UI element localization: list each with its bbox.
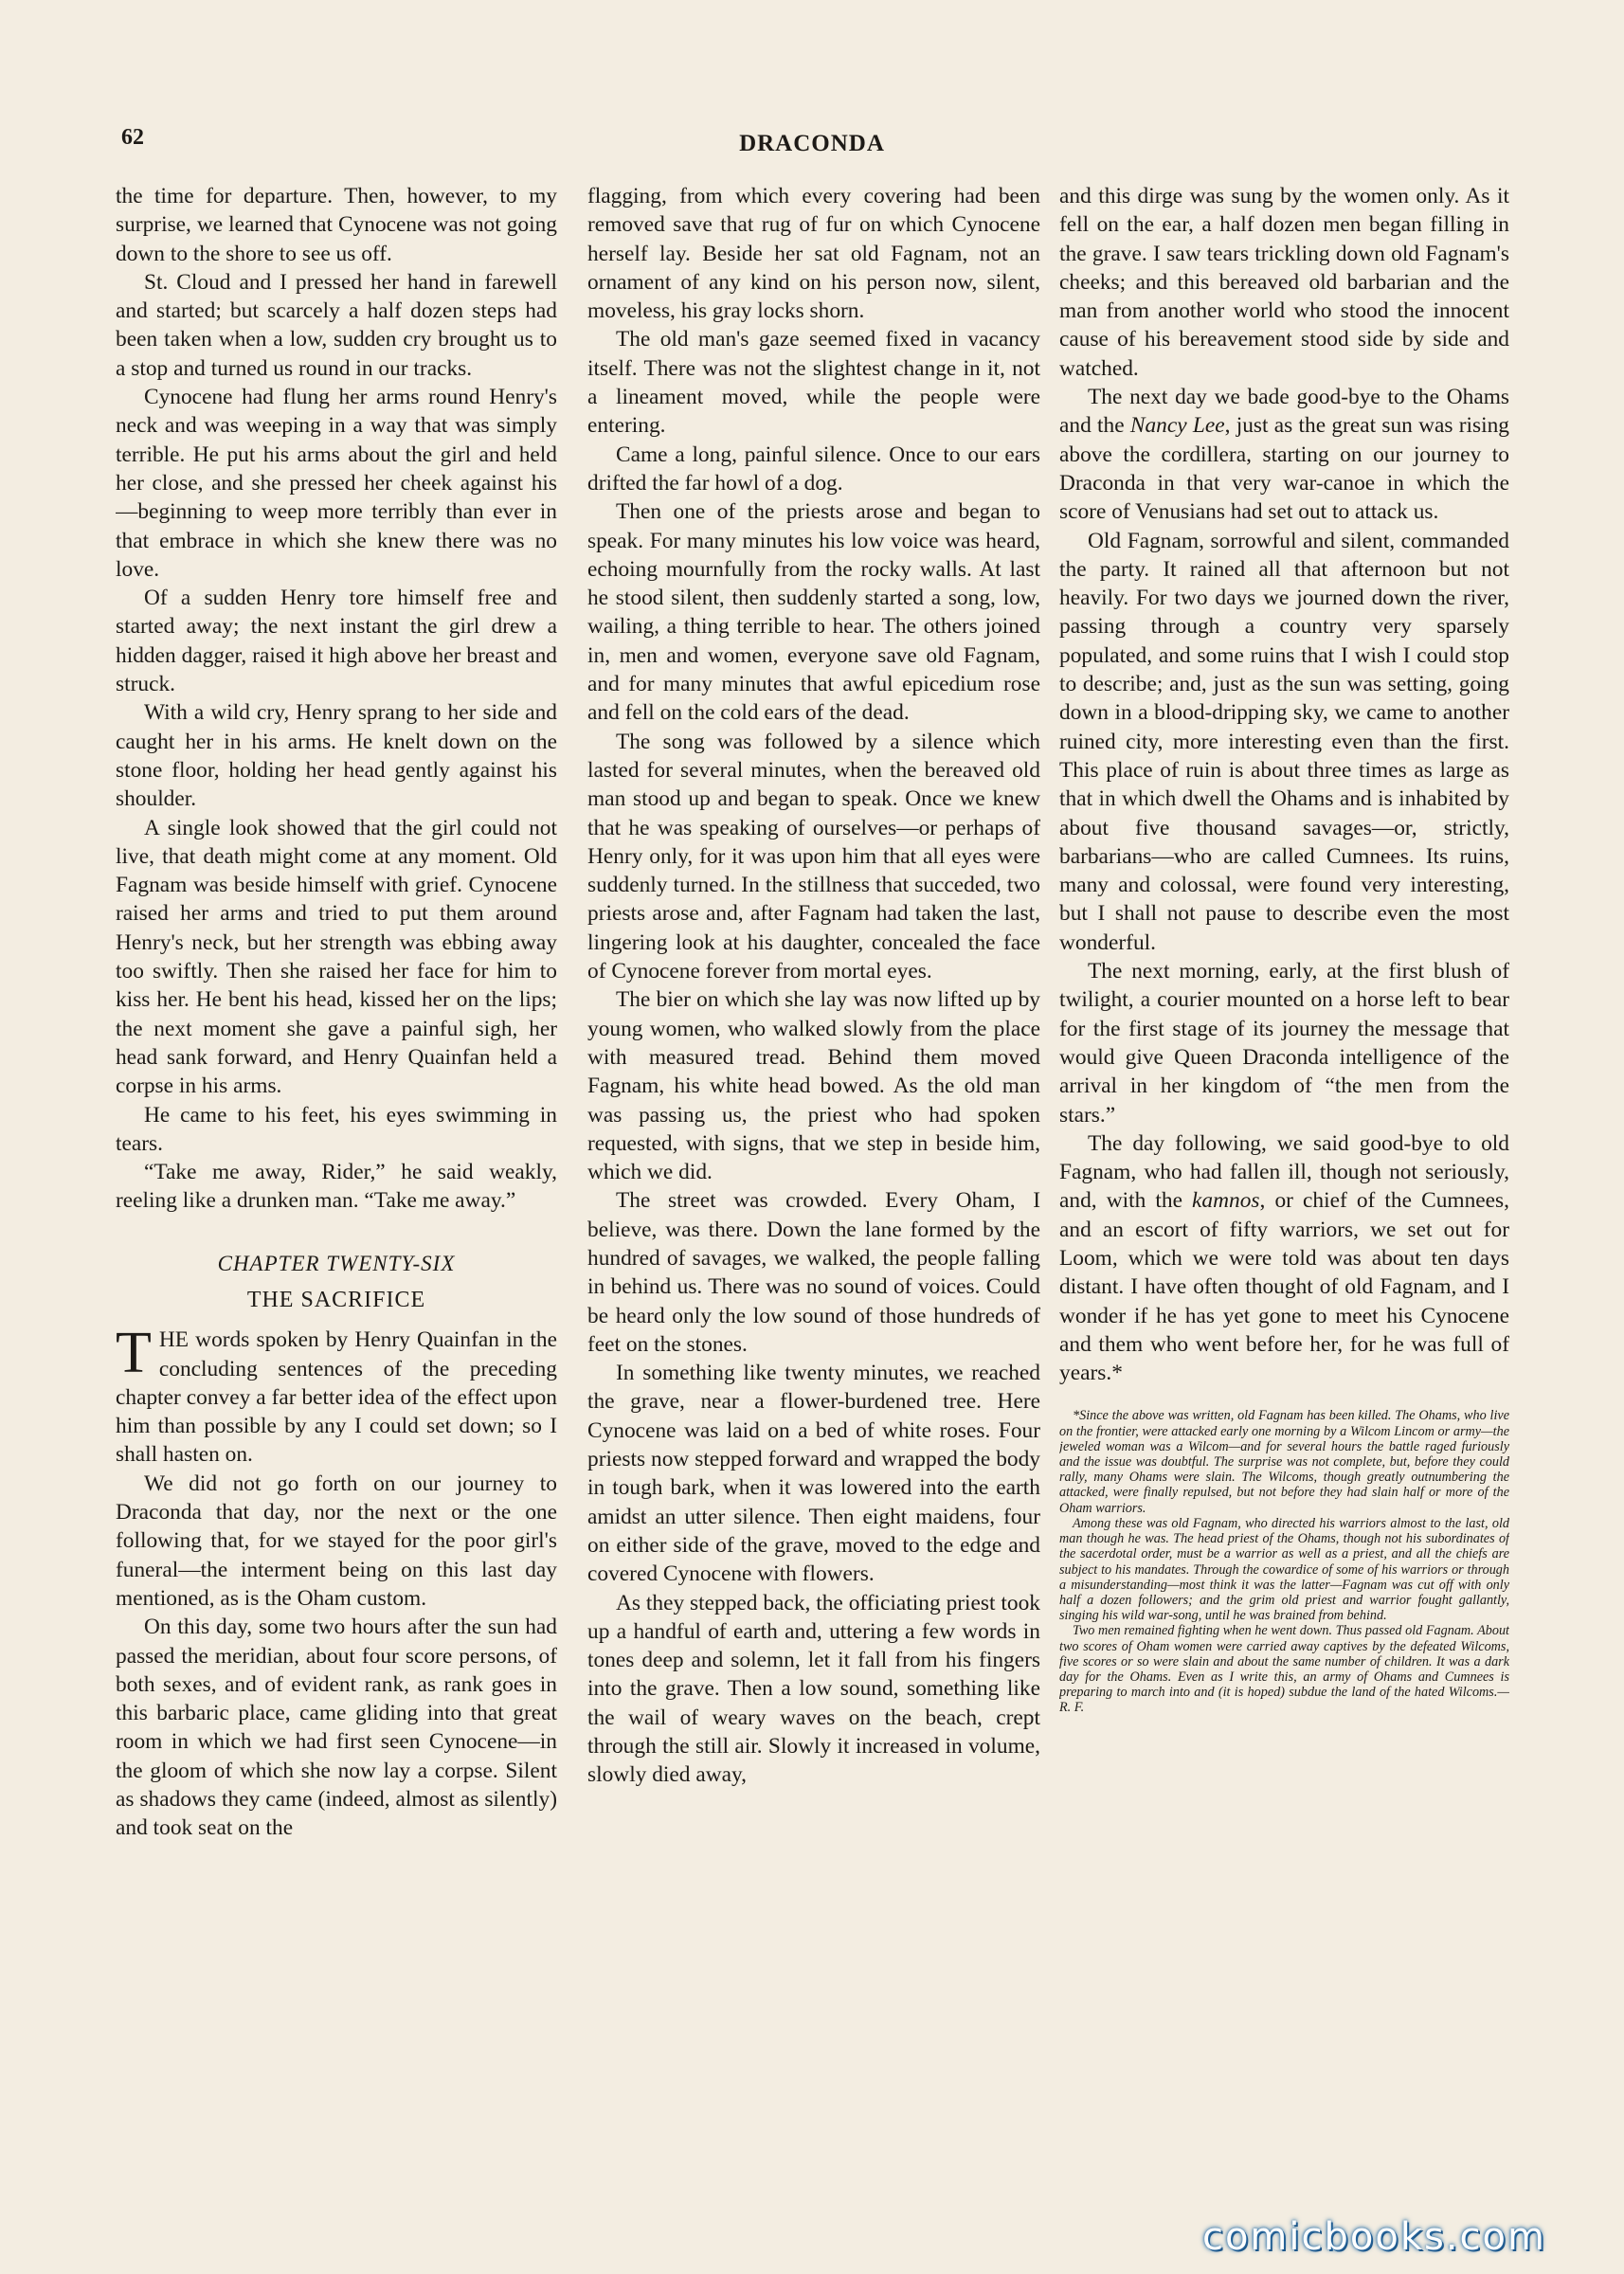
paragraph: The street was crowded. Every Oham, I believe, was there. Down the lane formed by the hundred of savages, we walked, the people falling in behind us. There was no sound of voices. Could be heard only the low sound of those hundreds of feet on the stones. <box>587 1188 1040 1357</box>
paragraph: Came a long, painful silence. Once to our ears drifted the far howl of a dog. <box>587 442 1040 496</box>
paragraph-text: The day following, we said good-bye to old Fagnam, who had fallen ill, though not seriously, and, with the <box>1059 1130 1509 1214</box>
paragraph: The song was followed by a silence which lasted for several minutes, when the bereaved old man stood up and began to speak. Once we knew that he was speaking of ourselves—or perhaps of Henry only, for it was upon him that all eyes were suddenly turned. In the stillness that succeded, two priests arose and, after Fagnam had taken the last, lingering look at his daughter, concealed the face of Cynocene forever from mortal eyes. <box>587 729 1040 984</box>
paragraph: the time for departure. Then, however, to my surprise, we learned that Cynocene was not going down to the shore to see us off. <box>116 184 557 266</box>
paragraph <box>1059 383 1509 526</box>
paragraph: On this day, some two hours after the sun had passed the meridian, about four score persons, of both sexes, and of evident rank, as rank goes in this barbaric place, came gliding into that great room in which we had first seen Cynocene—in the gloom of which she now lay a corpse. Silent as shadows they came (indeed, almost as silently) and took seat on the <box>116 1615 557 1841</box>
footnote-paragraph: Among these was old Fagnam, who directed his warriors almost to the last, old man though he was. The head priest of the Ohams, though not his subordinates of the sacerdotal order, must be a warrior as well as a priest, and all the chiefs are subject to his mandates. Through the cowardice of some of his warriors or through a misunderstanding—most think it was the latter—Fagnam was cut off with only half a dozen followers; and the grim old priest and warrior fought gallantly, singing his wild war-song, until he was brained from behind. <box>1059 1515 1509 1624</box>
paragraph-text: HE words spoken by Henry Quainfan in the concluding sentences of the preceding chapter convey a far better idea of the effect upon him than possible by any I could set down; so I shall hasten on. <box>116 1327 557 1468</box>
paragraph: Old Fagnam, sorrowful and silent, commanded the party. It rained all that afternoon but not heavily. For two days we journed down the river, passing through a country very sparsely populated, and some ruins that I wish I could stop to describe; and, just as the sun was setting, going down in a blood-dripping sky, we came to another ruined city, more interesting even than the first. This place of ruin is about three times as large as that in which dwell the Ohams and is inhabited by about five thousand savages—or, strictly, barbarians—who are called Cumnees. Its ruins, many and colossal, were found very interesting, but I shall not pause to describe even the most wonderful. <box>1059 528 1509 955</box>
paragraph: The old man's gaze seemed fixed in vacancy itself. There was not the slightest change in it, not a lineament moved, while the people were entering. <box>587 327 1040 439</box>
footnote-paragraph: Two men remained fighting when he went down. Thus passed old Fagnam. About two scores of Oham women were carried away captives by the defeated Wilcoms, five scores or so were slain and about the same number of children. It was a dark day for the Ohams. Even as I write this, an army of Ohams and Cumnees is preparing to march into and (it is hoped) subdue the land of the hated Wilcoms.—R. F. <box>1059 1623 1509 1716</box>
paragraph: Of a sudden Henry tore himself free and started away; the next instant the girl drew a hidden dagger, raised it high above her breast and struck. <box>116 586 557 697</box>
page-number: 62 <box>121 125 144 150</box>
paragraph-text: , or chief of the Cumnees, and an escort of fifty warriors, we set out for Loom, which we were told was about ten days distant. I have often thought of old Fagnam, and I wonder if he has yet gone to meet his Cynocene and them who went before her, for he was full of years.* <box>1059 1188 1509 1386</box>
watermark: comicbooks.com <box>1201 2215 1546 2259</box>
paragraph: The next morning, early, at the first blush of twilight, a courier mounted on a horse left to bear for the first stage of its journey the message that would give Queen Draconda intelligence of the arrival in her kingdom of “the men from the stars.” <box>1059 959 1509 1128</box>
paragraph: With a wild cry, Henry sprang to her side and caught her in his arms. He knelt down on the stone floor, holding her head gently against his shoulder. <box>116 700 557 812</box>
paragraph: In something like twenty minutes, we reached the grave, near a flower-burdened tree. Here Cynocene was laid on a bed of white roses. Four priests now stepped forward and wrapped the body in tough bark, when it was lowered into the earth amidst an utter silence. Then eight maidens, four on either side of the grave, moved to the edge and covered Cynocene with flowers. <box>587 1361 1040 1587</box>
paragraph: “Take me away, Rider,” he said weakly, reeling like a drunken man. “Take me away.” <box>116 1160 557 1214</box>
paragraph <box>116 1321 557 1469</box>
paragraph: Then one of the priests arose and began to speak. For many minutes his low voice was heard, echoing mournfully from the rocky walls. At last he stood silent, then suddenly started a song, low, wailing, a thing terrible to hear. The others joined in, men and women, everyone save old Fagnam, and for many minutes that awful epicedium rose and fell on the cold ears of the dead. <box>587 499 1040 726</box>
running-title: DRACONDA <box>739 131 885 156</box>
chapter-title: THE SACRIFICE <box>246 1287 426 1312</box>
paragraph: Cynocene had flung her arms round Henry's neck and was weeping in a way that was simply terrible. He put his arms about the girl and held her close, and she pressed her cheek against his—beginning to weep more terribly than ever in that embrace in which she knew there was no love. <box>116 385 557 582</box>
paragraph: A single look showed that the girl could not live, that death might come at any moment. Old Fagnam was beside himself with grief. Cynocene raised her arms and tried to put them around Henry's neck, but her strength was ebbing away too swiftly. Then she raised her face for him to kiss her. He bent his head, kissed her on the lips; the next moment she gave a painful sigh, her head sank forward, and Henry Quainfan held a corpse in his arms. <box>116 815 557 1099</box>
footnote <box>1059 1408 1509 1715</box>
column-1 <box>116 182 557 2181</box>
paragraph-text: , just as the great sun was rising above the cordillera, starting on our journey to Draconda in that very war-canoe in which the score of Venusians had set out to attack us. <box>1059 413 1509 525</box>
paragraph: St. Cloud and I pressed her hand in farewell and started; but scarcely a half dozen steps had been taken when a low, sudden cry brought us to a stop and turned us round in our tracks. <box>116 269 557 381</box>
paragraph: We did not go forth on our journey to Draconda that day, nor the next or the one following that, for we stayed for the poor girl's funeral—the interment being on this last day mentioned, as is the Oham custom. <box>116 1471 557 1611</box>
footnote-paragraph: *Since the above was written, old Fagnam has been killed. The Ohams, who live on the frontier, were attacked early one morning by a Wilcom Lincom or army—the jeweled woman was a Wilcom—and for several hours the battle raged furiously and the issue was doubtful. The surprise was not complete, but, before they could rally, many Ohams were slain. The Wilcoms, though greatly outnumbering the attacked, were finally repulsed, but not before they had slain half or more of the Oham warriors. <box>1059 1408 1509 1516</box>
ship-name: Nancy Lee <box>1129 413 1225 439</box>
paragraph: The bier on which she lay was now lifted up by young women, who walked slowly from the place with measured tread. Behind them moved Fagnam, his white head bowed. As the old man was passing us, the priest who had spoken requested, with signs, that we step in beside him, which we did. <box>587 987 1040 1185</box>
paragraph-text: The next day we bade good-bye to the Ohams and the <box>1059 385 1509 439</box>
drop-cap: T <box>116 1321 152 1386</box>
paragraph: flagging, from which every covering had been removed save that rug of fur on which Cynocene herself lay. Beside her sat old Fagnam, not an ornament of any kind on his person now, silent, moveless, his gray locks shorn. <box>587 184 1040 324</box>
chapter-heading: CHAPTER TWENTY-SIX <box>217 1251 456 1275</box>
foreign-term: kamnos <box>1192 1188 1260 1214</box>
paragraph <box>1059 1129 1509 1388</box>
column-3 <box>1059 182 1509 2181</box>
column-2 <box>587 182 1040 2181</box>
paragraph: As they stepped back, the officiating priest took up a handful of earth and, uttering a few words in tones deep and solemn, let it fall from his fingers into the grave. Then a low sound, something like the wail of weary waves on the beach, crept through the still air. Slowly it increased in volume, slowly died away, <box>587 1590 1040 1788</box>
paragraph: and this dirge was sung by the women only. As it fell on the ear, a half dozen men began filling in the grave. I saw tears trickling down old Fagnam's cheeks; and this bereaved old barbarian and the man from another world who stood the innocent cause of his bereavement stood side by side and watched. <box>1059 184 1509 381</box>
paragraph: He came to his feet, his eyes swimming in tears. <box>116 1102 557 1156</box>
